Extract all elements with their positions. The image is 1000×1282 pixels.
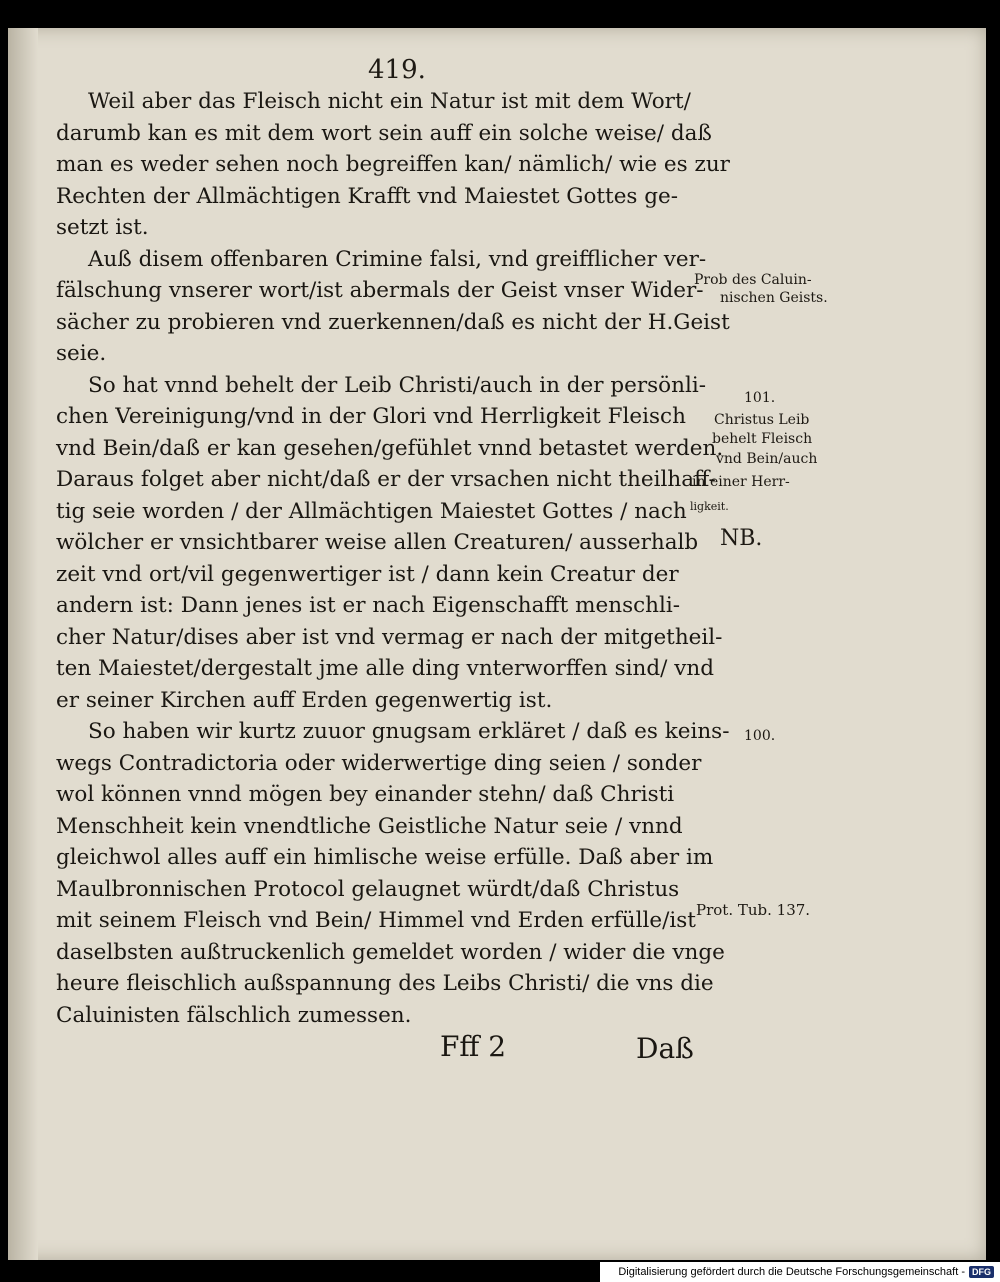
margin-note-line: ligkeit. [690,500,729,513]
margin-note-line: in einer Herr- [692,474,790,490]
text-line: wegs Contradictoria oder widerwertige ding seien / sonder [56,750,702,776]
text-line: Daraus folget aber nicht/daß er der vrsachen nicht theilhaff- [56,467,716,492]
text-line: darumb kan es mit dem wort sein auff ein solche weise/ daß [56,120,712,146]
text-line: tig seie worden / der Allmächtigen Maiestet Gottes / nach [56,498,687,524]
text-line: heure fleischlich außspannung des Leibs Christi/ die vns die [56,971,714,996]
printer-signature: Fff 2 [440,1030,507,1063]
page-spine-shadow [8,28,38,1260]
text-line: fälschung vnserer wort/ist abermals der Geist vnser Wider- [56,278,704,303]
text-line: Menschheit kein vnendtliche Geistliche Natur seie / vnnd [56,813,683,839]
text-line: cher Natur/dises aber ist vnd vermag er nach der mitgetheil- [56,624,723,650]
text-line: ten Maiestet/dergestalt jme alle ding vnterworffen sind/ vnd [56,656,714,681]
text-line: Auß disem offenbaren Crimine falsi, vnd greifflicher ver- [88,246,707,272]
text-line: mit seinem Fleisch vnd Bein/ Himmel vnd Erden erfülle/ist [56,908,696,933]
text-line: man es weder sehen noch begreiffen kan/ nämlich/ wie es zur [56,152,730,177]
text-line: Rechten der Allmächtigen Krafft vnd Maiestet Gottes ge- [56,183,679,209]
text-line: wölcher er vnsichtbarer weise allen Creaturen/ ausserhalb [56,530,699,555]
text-line: vnd Bein/daß er kan gesehen/gefühlet vnnd betastet werden. [56,435,724,461]
margin-note-number: 101. [744,390,776,406]
text-line: sächer zu probieren vnd zuerkennen/daß es nicht der H.Geist [56,309,730,335]
text-line: Maulbronnischen Protocol gelaugnet würdt/daß Christus [56,876,680,902]
text-line: seie. [56,341,107,366]
margin-note-line: vnd Bein/auch [716,451,818,467]
text-line: zeit vnd ort/vil gegenwertiger ist / dann kein Creatur der [56,561,679,587]
margin-note-line: Christus Leib [714,412,810,428]
text-line: Caluinisten fälschlich zumessen. [56,1002,412,1028]
dfg-logo-icon: DFG [969,1266,994,1278]
digitization-footer [600,1262,1000,1282]
text-line: er seiner Kirchen auff Erden gegenwertig ist. [56,687,553,713]
text-line: chen Vereinigung/vnd in der Glori vnd Herrligkeit Fleisch [56,404,686,429]
margin-note-line: Prob des Caluin- [694,272,812,288]
margin-note-line: behelt Fleisch [712,431,813,447]
text-line: setzt ist. [56,215,149,240]
margin-note-line: nischen Geists. [720,290,828,306]
text-line: So hat vnnd behelt der Leib Christi/auch in der persönli- [88,372,706,398]
footer-text: Digitalisierung gefördert durch die Deutsche Forschungsgemeinschaft - [618,1266,965,1278]
text-line: wol können vnnd mögen bey einander stehn/ daß Christi [56,782,675,807]
nota-bene-mark: NB. [720,526,763,551]
text-line: So haben wir kurtz zuuor gnugsam erkläret / daß es keins- [88,719,730,744]
text-line: daselbsten außtruckenlich gemeldet worden / wider die vnge [56,939,725,965]
margin-note-number: 100. [744,728,776,744]
catchword: Daß [636,1032,694,1065]
text-line: Weil aber das Fleisch nicht ein Natur ist mit dem Wort/ [88,89,691,114]
text-line: andern ist: Dann jenes ist er nach Eigenschafft menschli- [56,593,681,618]
page-number: 419. [368,55,426,85]
main-text-block [56,86,730,1031]
text-line: gleichwol alles auff ein himlische weise erfülle. Daß aber im [56,845,714,870]
margin-note-line: Prot. Tub. 137. [696,901,811,919]
